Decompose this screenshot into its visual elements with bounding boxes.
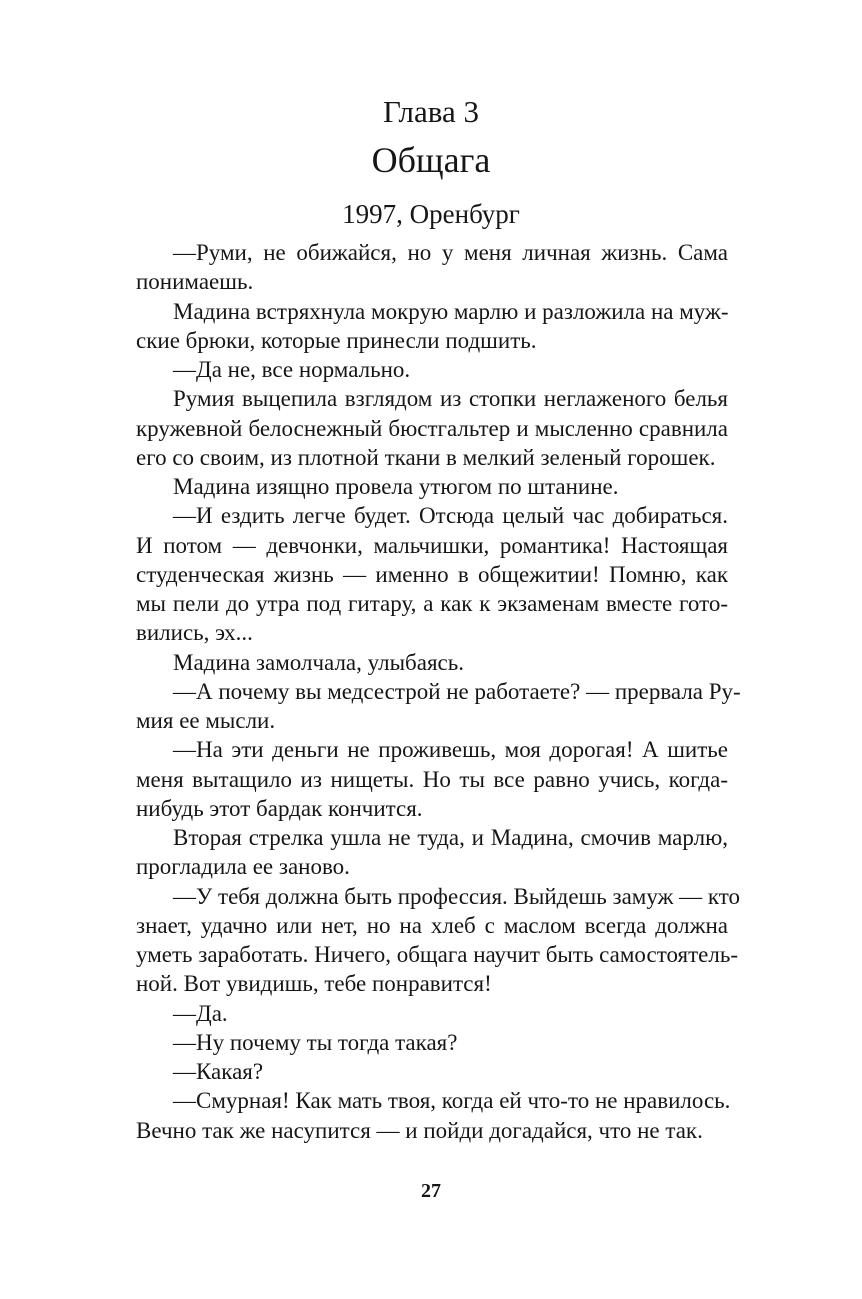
- text-line: Румия выцепила взглядом из стопки неглаженого белья: [173, 386, 728, 412]
- text-line: мия ее мысли.: [136, 708, 276, 733]
- text-line: студенческая жизнь — именно в общежитии! Помню, как: [136, 561, 728, 587]
- text-line: знает, удачно или нет, но на хлеб с маслом всегда должна: [136, 912, 728, 938]
- text-line: меня вытащило из нищеты. Но ты все равно учись, когда-: [136, 766, 728, 792]
- text-line: —Ну почему ты тогда такая?: [173, 1029, 458, 1055]
- text-line: —Смурная! Как мать твоя, когда ей что-то не нравилось.: [173, 1088, 731, 1114]
- text-line: мы пели до утра под гитару, а как к экзаменам вместе гото-: [136, 591, 728, 616]
- chapter-title: Общага: [371, 140, 491, 180]
- text-line: Вторая стрелка ушла не туда, и Мадина, смочив марлю,: [173, 825, 728, 850]
- text-line: уметь заработать. Ничего, общага научит быть самостоятель-: [136, 942, 738, 967]
- text-line: —У тебя должна быть профессия. Выйдешь замуж — кто: [173, 883, 741, 909]
- text-line: Вечно так же насупится — и пойди догадайся, что не так.: [136, 1117, 703, 1143]
- text-line: ной. Вот увидишь, тебе понравится!: [136, 971, 492, 997]
- text-line: Мадина встряхнула мокрую марлю и разложила на муж-: [173, 298, 729, 324]
- text-line: —На эти деньги не проживешь, моя дорогая! А шитье: [173, 737, 728, 763]
- text-line: —И ездить легче будет. Отсюда целый час добираться.: [173, 503, 728, 529]
- text-line: —А почему вы медсестрой не работаете? — прервала Ру-: [173, 678, 741, 704]
- text-line: Мадина замолчала, улыбаясь.: [173, 649, 464, 675]
- text-line: вились, эх...: [136, 620, 253, 646]
- text-line: И потом — девчонки, мальчишки, романтика! Настоящая: [136, 532, 728, 558]
- text-line: —Руми, не обижайся, но у меня личная жизнь. Сама: [173, 240, 728, 265]
- text-line: ские брюки, которые принесли подшить.: [136, 327, 537, 353]
- text-line: кружевной белоснежный бюстгальтер и мысленно сравнила: [136, 415, 728, 441]
- text-line: —Какая?: [173, 1059, 264, 1084]
- text-line: —Да.: [173, 1000, 228, 1026]
- text-line: понимаешь.: [136, 269, 254, 295]
- text-line: прогладила ее заново.: [136, 854, 350, 880]
- text-line: его со своим, из плотной ткани в мелкий зеленый горошек.: [136, 444, 716, 470]
- chapter-subtitle: 1997, Оренбург: [342, 199, 520, 229]
- text-line: —Да не, все нормально.: [173, 357, 411, 382]
- text-line: Мадина изящно провела утюгом по штанине.: [173, 474, 619, 499]
- text-line: нибудь этот бардак кончится.: [136, 795, 423, 821]
- chapter-label: Глава 3: [382, 94, 480, 129]
- body-text: [136, 238, 741, 1145]
- page-number: 27: [421, 1180, 441, 1202]
